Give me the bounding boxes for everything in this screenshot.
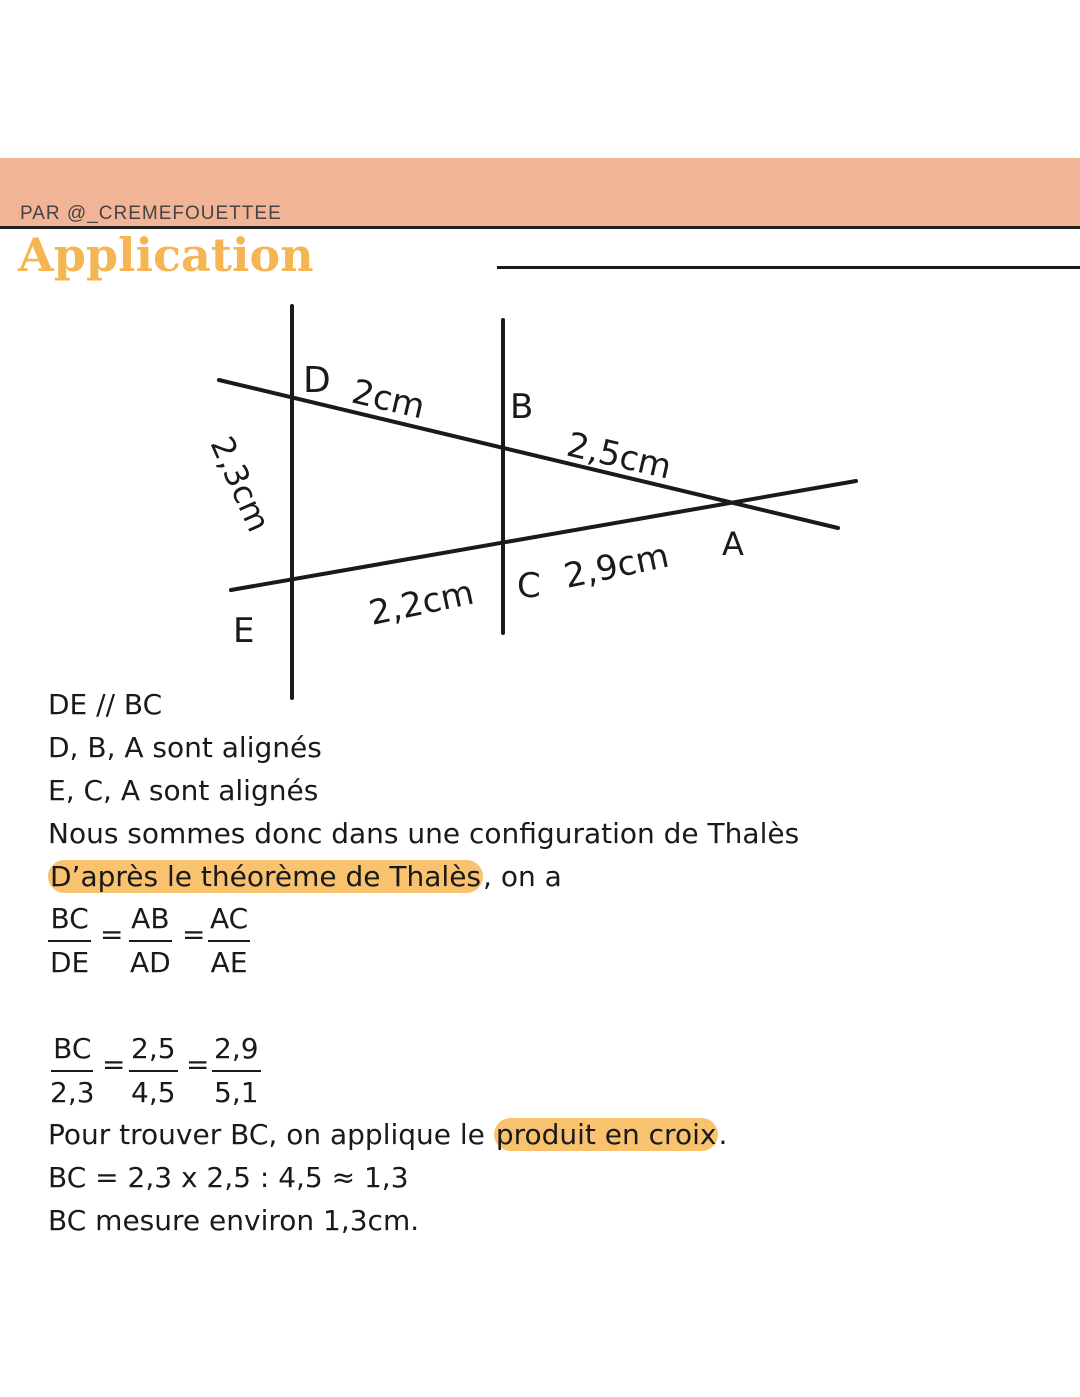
ratio-numerator: BC [48, 901, 90, 942]
value-denominator: 2,3 [50, 1076, 95, 1109]
value-denominator: 5,1 [214, 1076, 259, 1109]
ratio-numerator: AC [208, 901, 250, 942]
value-numerator: 2,5 [129, 1031, 178, 1072]
equals-sign: = [100, 918, 124, 951]
page-title: Application [18, 228, 314, 282]
value-numerator: 2,9 [212, 1031, 261, 1072]
highlight-theorem: D’après le théorème de Thalès [50, 860, 482, 893]
statement-theorem-rest: , on a [483, 860, 562, 893]
ratio-denominator: AE [210, 946, 248, 979]
ratio-ac-ae [208, 901, 250, 981]
equals-sign: = [102, 1048, 126, 1081]
label-point-a: A [722, 525, 744, 563]
value-denominator: 4,5 [131, 1076, 176, 1109]
conclusion-bc: BC mesure environ 1,3cm. [48, 1204, 420, 1237]
value-2-9-5-1 [212, 1031, 261, 1111]
label-length-ba: 2,5cm [562, 424, 676, 488]
ratio-ab-ad [128, 901, 173, 981]
highlight-cross-product: produit en croix [495, 1118, 717, 1151]
ratio-bc-de [48, 901, 91, 981]
label-length-de: 2,3cm [202, 430, 278, 538]
equals-sign: = [186, 1048, 210, 1081]
line-eca [231, 481, 856, 590]
calculation-bc: BC = 2,3 x 2,5 : 4,5 ≈ 1,3 [48, 1161, 409, 1194]
statement-cross-product [48, 1118, 727, 1152]
label-length-ca: 2,9cm [560, 535, 673, 597]
label-point-b: B [510, 387, 534, 427]
label-length-db: 2cm [347, 371, 429, 428]
label-point-d: D [303, 360, 331, 401]
ratio-denominator: AD [130, 946, 171, 979]
value-bc-2-3 [48, 1031, 97, 1111]
statement-aligned-eca: E, C, A sont alignés [48, 774, 319, 807]
label-length-ec: 2,2cm [365, 572, 478, 634]
statement-parallel: DE // BC [48, 688, 163, 721]
author-credit: PAR @_CREMEFOUETTEE [20, 203, 282, 224]
cross-product-after: . [718, 1118, 728, 1151]
statement-configuration: Nous sommes donc dans une configuration de Thalès [48, 817, 800, 850]
ratio-numerator: AB [129, 901, 171, 942]
statement-theorem [48, 860, 562, 894]
cross-product-before: Pour trouver BC, on applique le [48, 1118, 494, 1151]
statement-aligned-dba: D, B, A sont alignés [48, 731, 322, 764]
label-point-c: C [517, 566, 541, 606]
value-numerator: BC [51, 1031, 93, 1072]
label-point-e: E [233, 611, 255, 651]
ratio-denominator: DE [50, 946, 90, 979]
value-2-5-4-5 [129, 1031, 178, 1111]
equals-sign: = [182, 918, 206, 951]
